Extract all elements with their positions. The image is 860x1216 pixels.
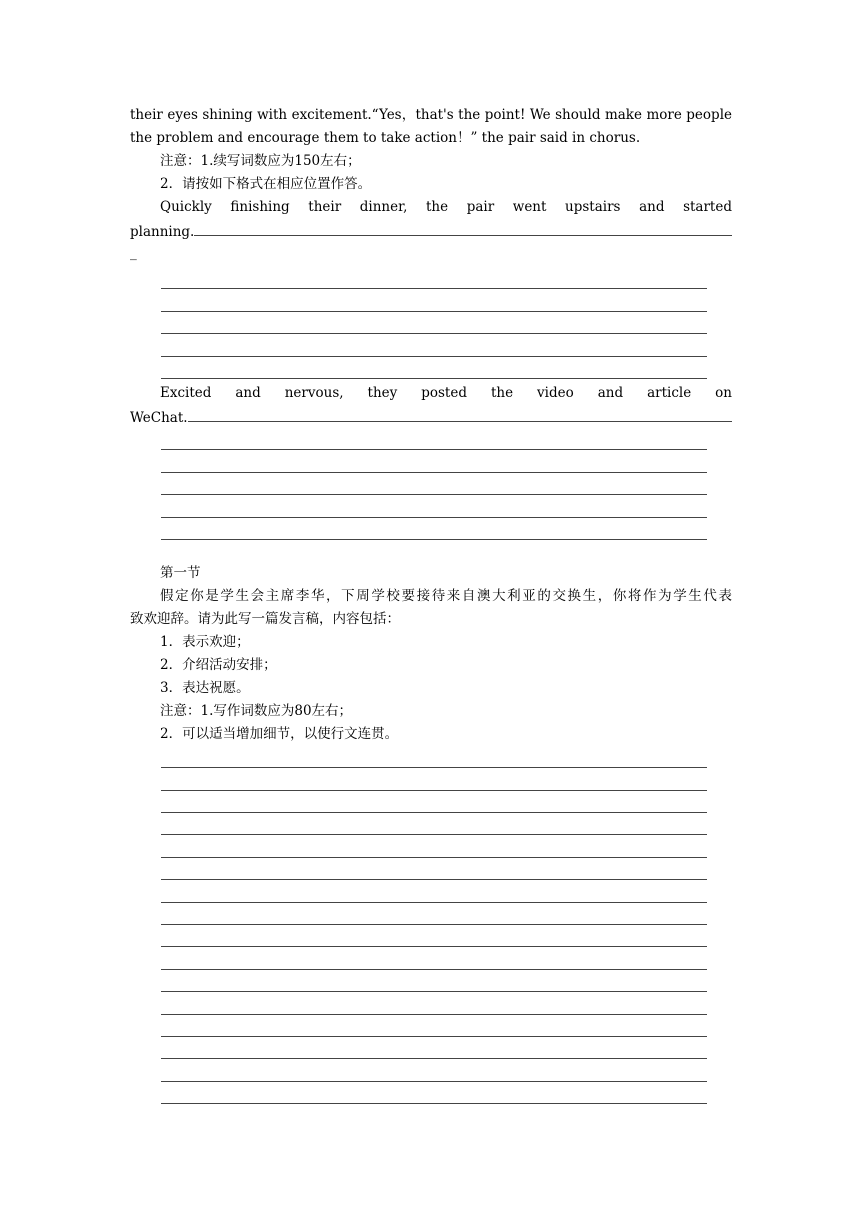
answer-line[interactable] <box>161 835 707 857</box>
answer-line[interactable] <box>161 768 707 790</box>
answer-line[interactable] <box>161 334 707 356</box>
paragraph-lead-1-continued <box>130 219 732 242</box>
answer-line[interactable] <box>161 1037 707 1059</box>
answer-line[interactable] <box>161 450 707 472</box>
writing-note-2: 2．可以适当增加细节，以使行文连贯。 <box>160 725 399 742</box>
paragraph-lead-1-end: planning. <box>130 224 195 240</box>
continuation-note-1: 注意：1.续写词数应为150左右； <box>160 153 361 169</box>
answer-line[interactable] <box>161 312 707 334</box>
answer-line[interactable] <box>161 428 707 450</box>
answer-line[interactable] <box>161 267 707 289</box>
paragraph-lead-1: Quickly finishing their dinner, the pair went upstairs and started <box>160 199 732 215</box>
answer-line[interactable] <box>161 1015 707 1037</box>
answer-line[interactable] <box>161 746 707 768</box>
answer-line[interactable] <box>161 925 707 947</box>
prompt-item-3: 3．表达祝愿。 <box>160 679 250 696</box>
prompt-item-2: 2．介绍活动安排； <box>160 656 277 673</box>
answer-line[interactable] <box>161 473 707 495</box>
answer-line[interactable] <box>161 357 707 379</box>
answer-line[interactable] <box>161 858 707 880</box>
answer-line[interactable] <box>161 495 707 517</box>
writing-prompt-line-2: 致欢迎辞。请为此写一篇发言稿，内容包括： <box>130 610 400 627</box>
answer-blank-inline[interactable] <box>188 405 732 422</box>
paragraph-lead-2-continued <box>130 405 732 428</box>
answer-line[interactable] <box>161 947 707 969</box>
continuation-note-2: 2．请按如下格式在相应位置作答。 <box>160 176 372 192</box>
story-text-line-1: their eyes shining with excitement.“Yes，that's the point! We should make more people <box>130 107 732 123</box>
section-title: 第一节 <box>160 564 201 581</box>
story-text-line-2: the problem and encourage them to take action！” the pair said in chorus. <box>130 130 641 146</box>
paragraph-lead-2-end: WeChat. <box>130 409 188 426</box>
prompt-item-1: 1．表示欢迎； <box>160 633 250 650</box>
answer-blank-inline[interactable] <box>194 219 732 236</box>
answer-blank-overflow: _ <box>130 245 137 261</box>
answer-line[interactable] <box>161 813 707 835</box>
answer-line[interactable] <box>161 880 707 902</box>
writing-prompt-line-1: 假定你是学生会主席李华，下周学校要接待来自澳大利亚的交换生，你将作为学生代表 <box>160 587 732 604</box>
answer-line[interactable] <box>161 992 707 1014</box>
answer-line[interactable] <box>161 791 707 813</box>
document-body <box>130 104 732 1104</box>
answer-line[interactable] <box>161 1082 707 1104</box>
paragraph-lead-2: Excited and nervous, they posted the video and article on <box>160 384 732 401</box>
answer-line[interactable] <box>161 289 707 311</box>
answer-line[interactable] <box>161 903 707 925</box>
answer-line[interactable] <box>161 518 707 540</box>
writing-note-1: 注意：1.写作词数应为80左右； <box>160 702 353 719</box>
answer-line[interactable] <box>161 970 707 992</box>
answer-line[interactable] <box>161 1059 707 1081</box>
